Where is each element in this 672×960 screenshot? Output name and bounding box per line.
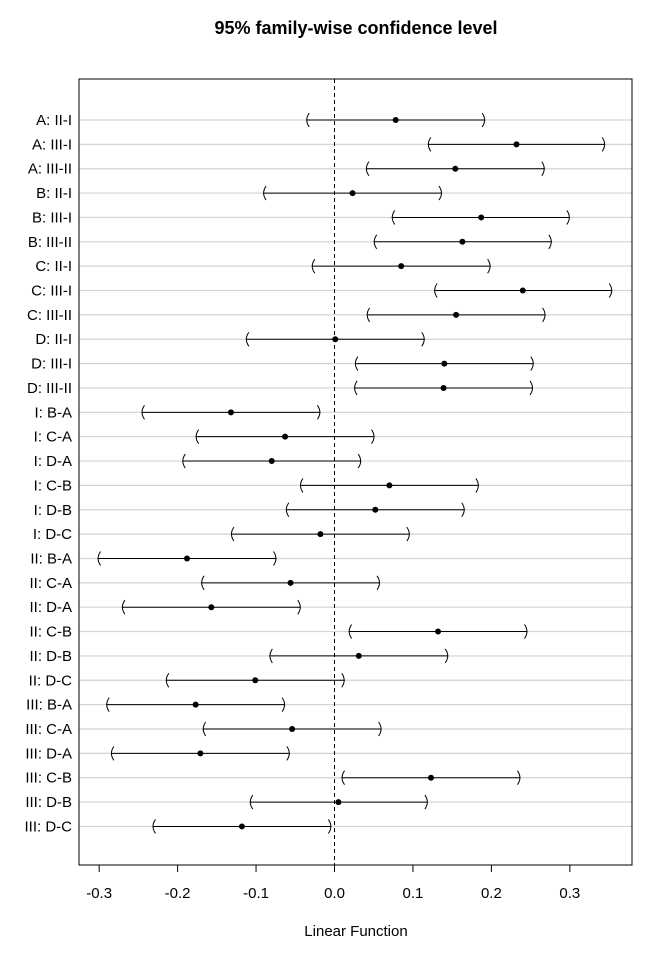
comparison-label: C: III-II: [27, 306, 72, 324]
grid-layer: [79, 120, 632, 826]
x-tick-label: 0.3: [559, 885, 581, 902]
ci-ii-d-a: [122, 600, 301, 614]
comparison-label: B: II-I: [36, 185, 72, 203]
x-tick-label: -0.2: [164, 885, 191, 902]
ci-point-estimate: [398, 263, 404, 269]
x-tick-label: -0.3: [86, 885, 113, 902]
ci-i-c-a: [196, 430, 375, 444]
ci-point-estimate: [208, 604, 214, 610]
ci-point-estimate: [386, 482, 392, 488]
ci-a-iii-ii: [366, 162, 545, 176]
comparison-label: I: D-C: [32, 526, 72, 544]
comparison-label: III: C-B: [25, 769, 72, 787]
ci-iii-d-b: [250, 795, 428, 809]
ci-i-d-b: [286, 503, 465, 517]
ci-i-c-b: [300, 478, 479, 492]
comparison-label: I: C-A: [33, 428, 72, 446]
ci-b-iii-i: [392, 210, 570, 224]
x-tick-label: 0.0: [324, 885, 345, 902]
comparison-label: III: C-A: [25, 721, 72, 738]
comparison-label: II: D-B: [29, 647, 72, 665]
ci-iii-c-a: [203, 722, 382, 736]
plot-frame: [79, 79, 632, 865]
x-tick-label: 0.2: [480, 885, 502, 902]
ci-point-estimate: [332, 336, 338, 342]
ci-iii-b-a: [106, 698, 285, 712]
comparison-label: B: III-I: [31, 209, 72, 227]
ci-point-estimate: [393, 117, 399, 123]
comparison-label: B: III-II: [27, 233, 72, 251]
chart-title: 95% family-wise confidence level: [214, 18, 498, 38]
ci-ii-d-c: [166, 673, 345, 687]
ci-a-iii-i: [428, 137, 605, 151]
ci-ii-c-b: [349, 625, 528, 639]
comparison-label: I: D-B: [33, 501, 72, 519]
x-tick-label: 0.1: [402, 885, 424, 902]
comparison-label: II: D-A: [29, 599, 72, 617]
ci-d-iii-ii: [354, 381, 533, 395]
ci-point-estimate: [282, 434, 288, 440]
ci-point-estimate: [317, 531, 323, 537]
ci-point-estimate: [453, 312, 459, 318]
ci-ii-c-a: [201, 576, 380, 590]
ci-c-iii-i: [434, 284, 612, 298]
comparison-label: II: B-A: [30, 550, 72, 568]
ci-b-iii-ii: [374, 235, 552, 249]
comparison-label: D: III-II: [27, 379, 72, 397]
ci-point-estimate: [350, 190, 356, 196]
comparison-label: D: III-I: [31, 355, 72, 373]
ci-point-estimate: [372, 507, 378, 513]
ci-ii-d-b: [269, 649, 448, 663]
comparison-label: III: D-A: [25, 745, 72, 763]
ci-d-ii-i: [246, 332, 425, 346]
comparison-label: I: C-B: [33, 477, 72, 495]
ci-d-iii-i: [355, 357, 534, 371]
category-labels: [25, 112, 73, 835]
ci-iii-c-b: [342, 771, 521, 785]
ci-point-estimate: [356, 653, 362, 659]
ci-point-estimate: [428, 775, 434, 781]
x-axis-label: Linear Function: [304, 923, 408, 940]
ci-point-estimate: [197, 750, 203, 756]
x-tick-label: -0.1: [243, 885, 269, 902]
ci-point-estimate: [520, 288, 526, 294]
intervals-layer: [98, 113, 613, 833]
ci-point-estimate: [239, 823, 245, 829]
comparison-label: D: II-I: [35, 331, 72, 349]
ci-point-estimate: [252, 677, 258, 683]
comparison-label: II: C-B: [29, 623, 72, 641]
ci-point-estimate: [228, 409, 234, 415]
x-axis: [86, 865, 580, 902]
ci-point-estimate: [478, 214, 484, 220]
ci-point-estimate: [441, 361, 447, 367]
ci-ii-b-a: [98, 551, 277, 565]
comparison-label: A: III-II: [27, 160, 72, 178]
ci-point-estimate: [193, 702, 199, 708]
comparison-label: A: III-I: [31, 136, 72, 154]
ci-point-estimate: [288, 580, 294, 586]
comparison-label: II: C-A: [29, 574, 72, 592]
ci-point-estimate: [459, 239, 465, 245]
ci-b-ii-i: [263, 186, 442, 200]
ci-point-estimate: [269, 458, 275, 464]
ci-point-estimate: [335, 799, 341, 805]
ci-i-b-a: [142, 405, 321, 419]
comparison-label: III: D-C: [24, 818, 72, 836]
ci-point-estimate: [441, 385, 447, 391]
comparison-label: I: D-A: [33, 453, 72, 471]
ci-c-iii-ii: [367, 308, 546, 322]
ci-point-estimate: [289, 726, 295, 732]
comparison-label: A: II-I: [36, 112, 72, 129]
ci-point-estimate: [452, 166, 458, 172]
ci-point-estimate: [514, 141, 520, 147]
ci-iii-d-c: [152, 819, 331, 833]
comparison-label: C: III-I: [31, 282, 72, 300]
ci-i-d-c: [231, 527, 410, 541]
comparison-label: I: B-A: [34, 404, 72, 422]
ci-point-estimate: [184, 555, 190, 561]
ci-point-estimate: [435, 629, 441, 635]
comparison-label: II: D-C: [28, 672, 72, 690]
comparison-label: C: II-I: [35, 258, 72, 276]
comparison-label: III: D-B: [25, 794, 72, 812]
ci-a-ii-i: [306, 113, 485, 127]
ci-iii-d-a: [111, 746, 290, 760]
comparison-label: III: B-A: [26, 696, 72, 714]
ci-c-ii-i: [312, 259, 491, 273]
